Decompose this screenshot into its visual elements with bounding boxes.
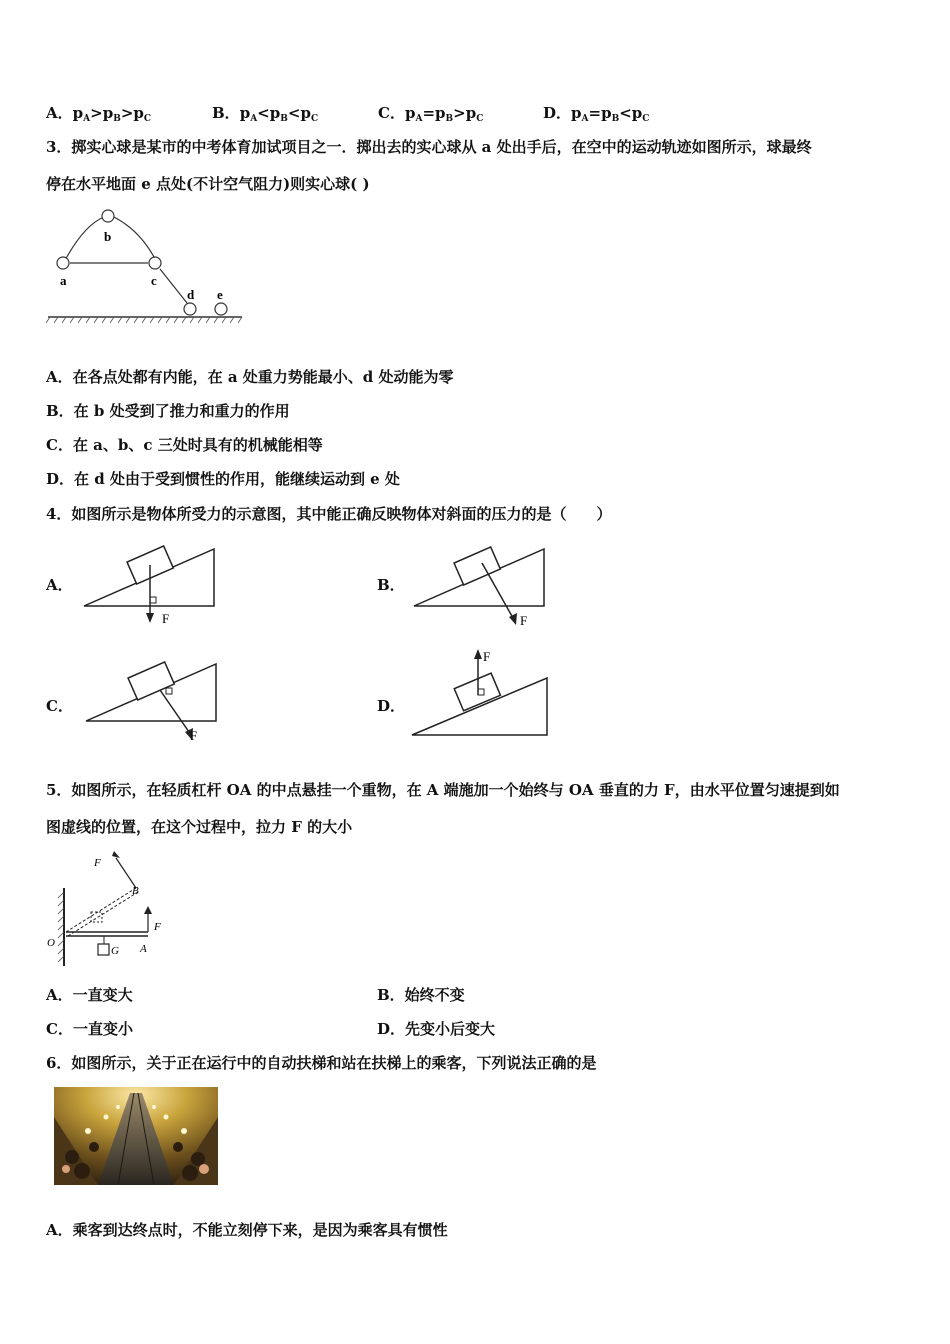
q5-option-c: C．一直变小	[46, 1020, 133, 1038]
q4-figure-d	[410, 645, 555, 740]
q3-option-a: A．在各点处都有内能，在 a 处重力势能最小、d 处动能为零	[46, 368, 454, 386]
q4-figure-c	[80, 650, 225, 745]
q5-option-d: D．先变小后变大	[377, 1020, 496, 1038]
label-f-right: F	[154, 921, 161, 933]
q3-option-c: C．在 a、b、c 三处时具有的机械能相等	[46, 436, 323, 454]
q2-option-c: C．$p_A=p_B>p_C$	[378, 104, 484, 124]
q3-option-d: D．在 d 处由于受到惯性的作用，能继续运动到 e 处	[46, 470, 400, 488]
label-f-top: F	[94, 857, 101, 869]
q5-option-a: A．一直变大	[46, 986, 133, 1004]
q4-label-b: B．	[377, 576, 405, 594]
force-label: F	[483, 649, 491, 664]
label-e: e	[217, 287, 223, 302]
force-label: F	[520, 613, 528, 628]
q5-stem-line1: 5．如图所示，在轻质杠杆 OA 的中点悬挂一个重物，在 A 端施加一个始终与 OA 垂直的力 F，由水平位置匀速提到如	[46, 781, 840, 799]
q3-ball-trajectory-figure	[44, 205, 248, 327]
q5-stem-line2: 图虚线的位置，在这个过程中，拉力 F 的大小	[46, 818, 353, 836]
label-d: d	[187, 287, 195, 302]
q6-option-a: A．乘客到达终点时，不能立刻停下来，是因为乘客具有惯性	[46, 1221, 448, 1239]
q2-option-d: D．$p_A=p_B<p_C$	[543, 104, 650, 124]
q4-label-a: A．	[46, 576, 73, 594]
escalator-photo	[54, 1087, 218, 1185]
q3-option-b: B．在 b 处受到了推力和重力的作用	[46, 402, 290, 420]
label-a: a	[60, 273, 67, 288]
q2-option-b: B．$p_A<p_B<p_C$	[212, 104, 319, 124]
label-b: b	[104, 229, 112, 244]
q4-label-d: D．	[377, 697, 406, 715]
label-c: c	[151, 273, 157, 288]
q5-option-b: B．始终不变	[377, 986, 465, 1004]
force-label: F	[190, 728, 198, 743]
q3-stem-line2: 停在水平地面 e 点处(不计空气阻力)则实心球( )	[46, 175, 370, 193]
label-b: B	[132, 885, 139, 897]
q6-stem: 6．如图所示，关于正在运行中的自动扶梯和站在扶梯上的乘客，下列说法正确的是	[46, 1054, 597, 1072]
q4-figure-a	[80, 535, 225, 630]
q4-stem: 4．如图所示是物体所受力的示意图，其中能正确反映物体对斜面的压力的是（ ）	[46, 505, 612, 523]
force-label: F	[162, 611, 170, 626]
label-g: G	[111, 945, 119, 957]
label-o: O	[47, 937, 55, 949]
q4-figure-b	[410, 535, 555, 630]
q2-option-a: A．$p_A>p_B>p_C$	[46, 104, 152, 124]
label-a: A	[140, 943, 147, 955]
q5-lever-figure	[44, 848, 174, 970]
q3-stem-line1: 3．掷实心球是某市的中考体育加试项目之一．掷出去的实心球从 a 处出手后，在空中的运动轨迹如图所示，球最终	[46, 138, 812, 156]
q4-label-c: C．	[46, 697, 73, 715]
